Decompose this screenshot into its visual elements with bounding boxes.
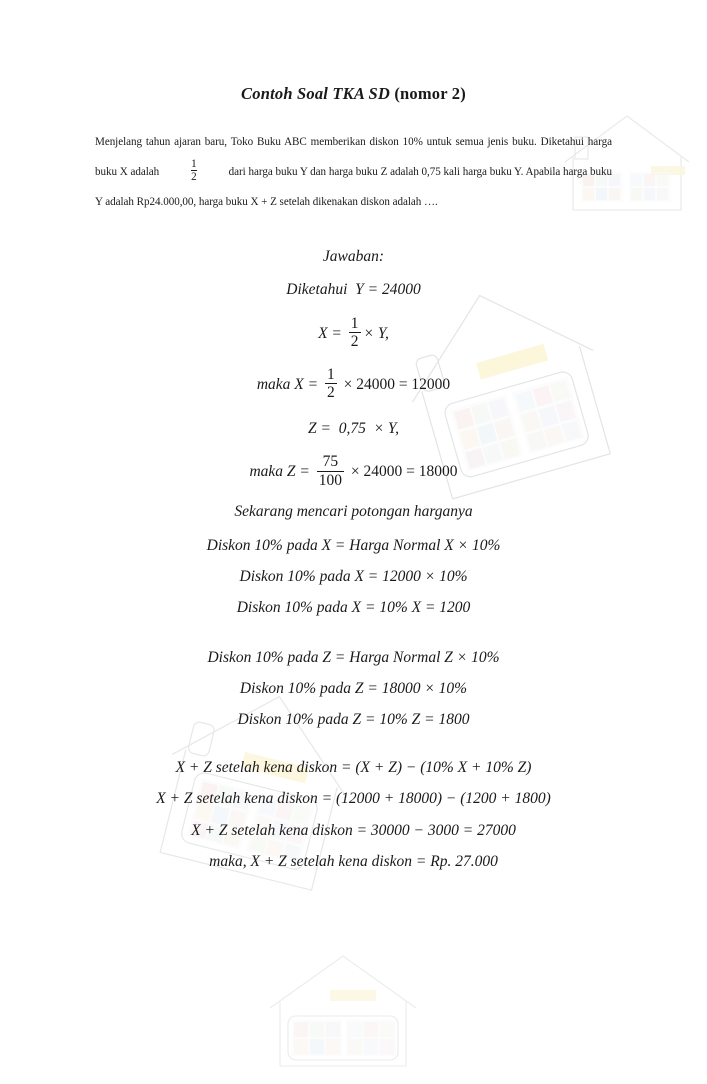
problem-statement <box>95 127 612 217</box>
equation-final-conclusion: maka, X + Z setelah kena diskon = Rp. 27.000 <box>209 852 498 870</box>
equation-final-3: X + Z setelah kena diskon = 30000 − 3000 = 27000 <box>191 821 516 839</box>
fraction-numerator: 1 <box>191 157 197 170</box>
document-page <box>0 84 707 1084</box>
equation-diskon-z-2: Diskon 10% pada Z = 18000 × 10% <box>239 680 468 697</box>
problem-statement-part-1: Menjelang tahun ajaran baru, Toko Buku ABC memberikan diskon 10% untuk semua jenis buku. Diketahui harga buku X adalah <box>95 136 612 178</box>
page-title-number: (nomor 2) <box>394 84 466 103</box>
equation-x-rhs: × Y, <box>363 325 389 343</box>
equation-z-definition: Z = 0,75 × Y, <box>308 419 399 437</box>
equation-final-2: X + Z setelah kena diskon = (12000 + 18000) − (1200 + 1800) <box>156 790 551 808</box>
fraction-numerator: 1 <box>326 365 335 383</box>
equation-maka-x-lhs: maka X = <box>256 376 322 394</box>
fraction-denominator: 2 <box>191 171 197 184</box>
equation-maka-z <box>95 455 612 489</box>
equation-x-lhs: X = <box>318 325 346 343</box>
fraction-denominator: 2 <box>326 384 335 402</box>
answer-section <box>95 247 612 871</box>
equation-diskon-x-2: Diskon 10% pada X = 12000 × 10% <box>239 567 468 585</box>
equation-diskon-z-3: Diskon 10% pada Z = 10% Z = 1800 <box>237 711 470 729</box>
answer-heading: Jawaban: <box>322 248 385 265</box>
fraction-one-half <box>325 367 337 401</box>
equation-maka-x-rhs: × 24000 = 12000 <box>339 376 451 394</box>
problem-statement-part-2: dari harga buku Y dan harga buku Z adalah 0,75 kali harga buku Y. Apabila harga buku Y adalah Rp24.000,00, harga buku X + Z setelah dikenakan diskon adalah …. <box>95 166 612 208</box>
equation-diskon-z-1: Diskon 10% pada Z = Harga Normal Z × 10% <box>207 648 500 666</box>
equation-maka-x <box>95 365 612 402</box>
page-title-italic: Contoh Soal TKA SD <box>241 84 395 103</box>
equation-diskon-x-3: Diskon 10% pada X = 10% X = 1200 <box>236 599 471 617</box>
line-sekarang-mencari: Sekarang mencari potongan harganya <box>234 503 473 521</box>
equation-maka-z-lhs: maka Z = <box>249 463 314 481</box>
page-title <box>95 84 612 104</box>
equation-final-1: X + Z setelah kena diskon = (X + Z) − (10% X + 10% Z) <box>175 758 532 776</box>
fraction-denominator: 100 <box>318 471 343 489</box>
fraction-one-half <box>349 316 361 350</box>
fraction-denominator: 2 <box>350 333 359 351</box>
fraction-numerator: 1 <box>350 314 359 332</box>
fraction-75-100 <box>317 454 344 488</box>
fraction-numerator: 75 <box>322 453 339 471</box>
equation-x-definition <box>95 314 612 351</box>
equation-maka-z-rhs: × 24000 = 18000 <box>347 463 458 481</box>
inline-fraction-one-half <box>191 159 197 184</box>
equation-diskon-x-1: Diskon 10% pada X = Harga Normal X × 10% <box>206 536 501 554</box>
equation-known: Diketahui Y = 24000 <box>286 281 421 299</box>
